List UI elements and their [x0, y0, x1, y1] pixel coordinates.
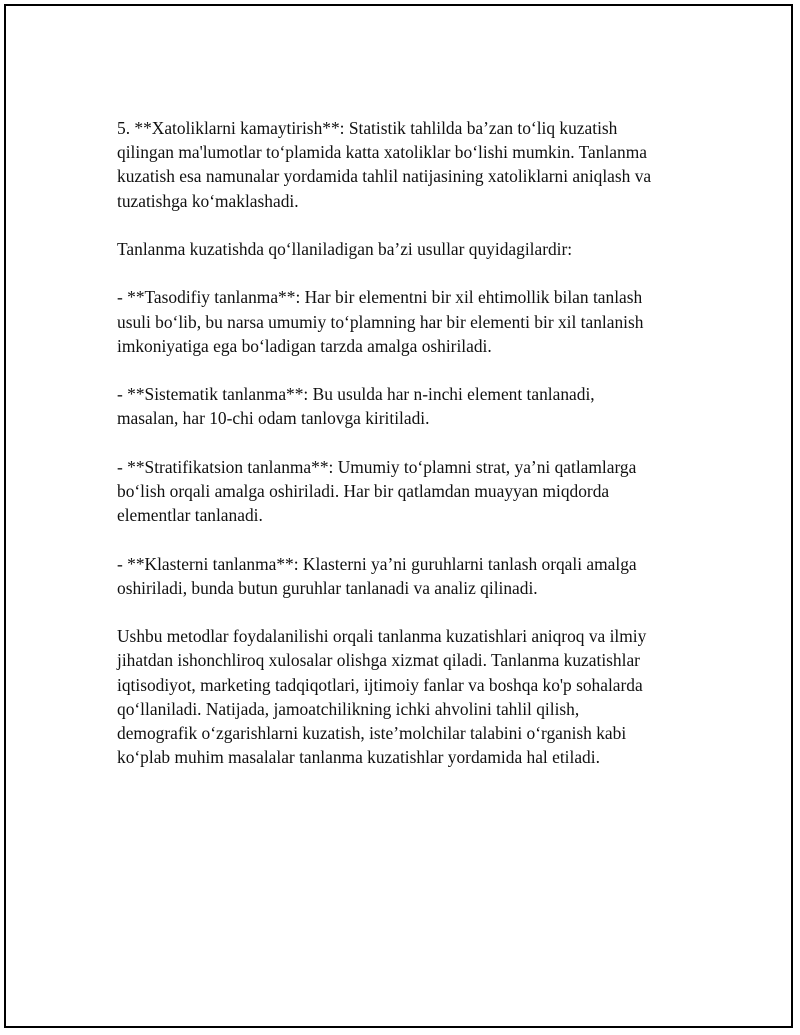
document-body	[117, 116, 697, 794]
text-line: - **Tasodifiy tanlanma**: Har bir elementni bir xil ehtimollik bilan tanlash	[117, 287, 643, 308]
text-line: masalan, har 10-chi odam tanlovga kiritiladi.	[117, 408, 430, 429]
paragraph-systematic-sampling	[117, 382, 697, 430]
text-line: qilingan ma'lumotlar to‘plamida katta xatoliklar bo‘lishi mumkin. Tanlanma	[117, 142, 647, 163]
text-line: tuzatishga ko‘maklashadi.	[117, 190, 299, 211]
text-line: Tanlanma kuzatishda qo‘llaniladigan ba’zi usullar quyidagilardir:	[117, 239, 573, 259]
paragraph-conclusion	[117, 624, 697, 769]
text-line: bo‘lish orqali amalga oshiriladi. Har bir qatlamdan muayyan miqdorda	[117, 480, 610, 501]
paragraph-cluster-sampling	[117, 552, 697, 600]
text-line: - **Sistematik tanlanma**: Bu usulda har n-inchi element tanlanadi,	[117, 384, 595, 405]
text-line: usuli bo‘lib, bu narsa umumiy to‘plamning har bir elementi bir xil tanlanish	[117, 311, 644, 332]
text-line: kuzatish esa namunalar yordamida tahlil natijasining xatoliklarni aniqlash va	[117, 166, 652, 187]
paragraph-error-reduction	[117, 116, 697, 213]
text-line: - **Klasterni tanlanma**: Klasterni ya’ni guruhlarni tanlash orqali amalga	[117, 553, 637, 574]
text-line: jihatdan ishonchliroq xulosalar olishga xizmat qiladi. Tanlanma kuzatishlar	[117, 650, 640, 671]
text-line: oshiriladi, bunda butun guruhlar tanlanadi va analiz qilinadi.	[117, 577, 538, 598]
paragraph-random-sampling	[117, 285, 697, 358]
text-line: imkoniyatiga ega bo‘ladigan tarzda amalga oshiriladi.	[117, 335, 492, 356]
text-line: ko‘plab muhim masalalar tanlanma kuzatishlar yordamida hal etiladi.	[117, 747, 600, 768]
text-line: qo‘llaniladi. Natijada, jamoatchilikning ichki ahvolini tahlil qilish,	[117, 698, 580, 719]
text-line: - **Stratifikatsion tanlanma**: Umumiy to‘plamni strat, ya’ni qatlamlarga	[117, 456, 637, 477]
paragraph-methods-intro	[117, 237, 697, 261]
paragraph-stratified-sampling	[117, 455, 697, 528]
text-line: 5. **Xatoliklarni kamaytirish**: Statistik tahlilda ba’zan to‘liq kuzatish	[117, 118, 618, 138]
text-line: iqtisodiyot, marketing tadqiqotlari, ijtimoiy fanlar va boshqa ko'p sohalarda	[117, 674, 643, 695]
text-line: demografik o‘zgarishlarni kuzatish, iste’molchilar talabini o‘rganish kabi	[117, 722, 627, 743]
text-line: elementlar tanlanadi.	[117, 505, 263, 526]
text-line: Ushbu metodlar foydalanilishi orqali tanlanma kuzatishlari aniqroq va ilmiy	[117, 626, 647, 647]
